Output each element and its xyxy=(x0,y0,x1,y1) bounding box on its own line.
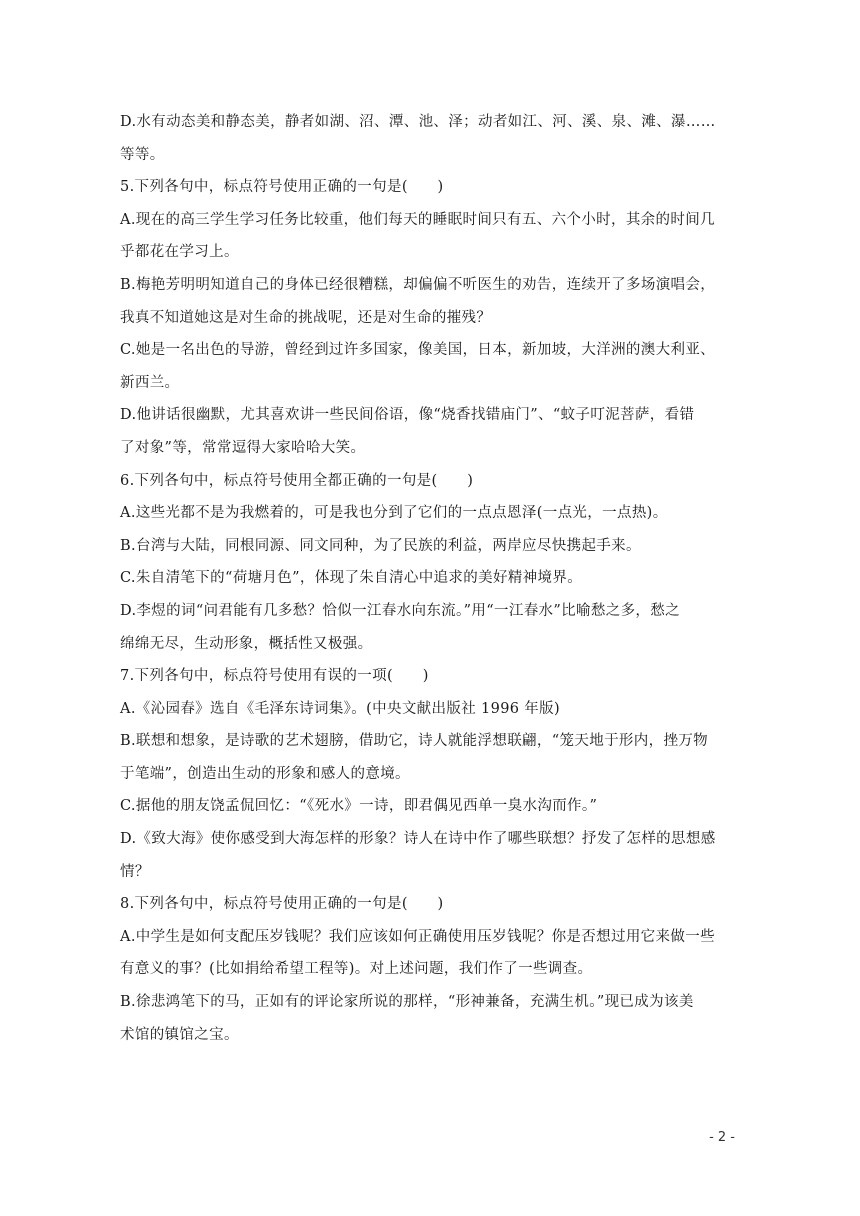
text-line: B.徐悲鸿笔下的马，正如有的评论家所说的那样，“形神兼备，充满生机。”现已成为该美 xyxy=(120,994,694,1011)
text-line: A.中学生是如何支配压岁钱呢？我们应该如何正确使用压岁钱呢？你是否想过用它来做一些 xyxy=(120,928,715,945)
text-line: 术馆的镇馆之宝。 xyxy=(120,1026,239,1043)
text-line: B.台湾与大陆，同根同源、同文同种，为了民族的利益，两岸应尽快携起手来。 xyxy=(120,537,641,554)
text-line: B.梅艳芳明明知道自己的身体已经很糟糕，却偏偏不听医生的劝告，连续开了多场演唱会， xyxy=(120,276,716,293)
text-line: D.他讲话很幽默，尤其喜欢讲一些民间俗语，像“烧香找错庙门”、“蚊子叮泥菩萨，看错 xyxy=(120,407,695,424)
text-line: D.李煜的词“问君能有几多愁？恰似一江春水向东流。”用“一江春水”比喻愁之多，愁之 xyxy=(120,602,680,619)
text-line: 新西兰。 xyxy=(120,374,180,391)
text-line: 了对象”等，常常逗得大家哈哈大笑。 xyxy=(120,439,366,456)
text-line: A.这些光都不是为我燃着的，可是我也分到了它们的一点点恩泽(一点光，一点热)。 xyxy=(120,505,668,522)
text-line: 有意义的事？(比如捐给希望工程等)。对上述问题，我们作了一些调查。 xyxy=(120,961,593,978)
question-stem: 8.下列各句中，标点符号使用正确的一句是( ) xyxy=(120,896,444,913)
text-line: D.水有动态美和静态美，静者如湖、沼、潭、池、泽；动者如江、河、溪、泉、滩、瀑…… xyxy=(120,114,716,130)
question-stem: 6.下列各句中，标点符号使用全都正确的一句是( ) xyxy=(120,472,474,489)
document-page xyxy=(120,106,740,1051)
text-line: 于笔端”，创造出生动的形象和感人的意境。 xyxy=(120,765,410,782)
text-line: B.联想和想象，是诗歌的艺术翅膀，借助它，诗人就能浮想联翩，“笼天地于形内，挫万物 xyxy=(120,733,709,750)
text-line: 等等。 xyxy=(120,146,165,163)
text-line: 乎都花在学习上。 xyxy=(120,244,239,261)
text-line: A.《沁园春》选自《毛泽东诗词集》。(中央文献出版社 1996 年版) xyxy=(120,700,561,717)
text-line: C.据他的朋友饶孟侃回忆：“《死水》一诗，即君偶见西单一臭水沟而作。” xyxy=(120,798,598,815)
page-number: - 2 - xyxy=(709,1130,735,1145)
text-line: A.现在的高三学生学习任务比较重，他们每天的睡眠时间只有五、六个小时，其余的时间几 xyxy=(120,211,715,228)
text-line: 绵绵无尽，生动形象，概括性又极强。 xyxy=(120,635,373,652)
text-line: C.她是一名出色的导游，曾经到过许多国家，像美国，日本，新加坡，大洋洲的澳大利亚、 xyxy=(120,342,716,359)
question-stem: 5.下列各句中，标点符号使用正确的一句是( ) xyxy=(120,179,444,196)
text-line: C.朱自清笔下的“荷塘月色”，体现了朱自清心中追求的美好精神境界。 xyxy=(120,570,583,587)
text-line: 我真不知道她这是对生命的挑战呢，还是对生命的摧残？ xyxy=(120,309,492,326)
question-stem: 7.下列各句中，标点符号使用有误的一项( ) xyxy=(120,668,429,685)
text-line: 情？ xyxy=(120,863,150,880)
text-line: D.《致大海》使你感受到大海怎样的形象？诗人在诗中作了哪些联想？抒发了怎样的思想感 xyxy=(120,831,716,848)
